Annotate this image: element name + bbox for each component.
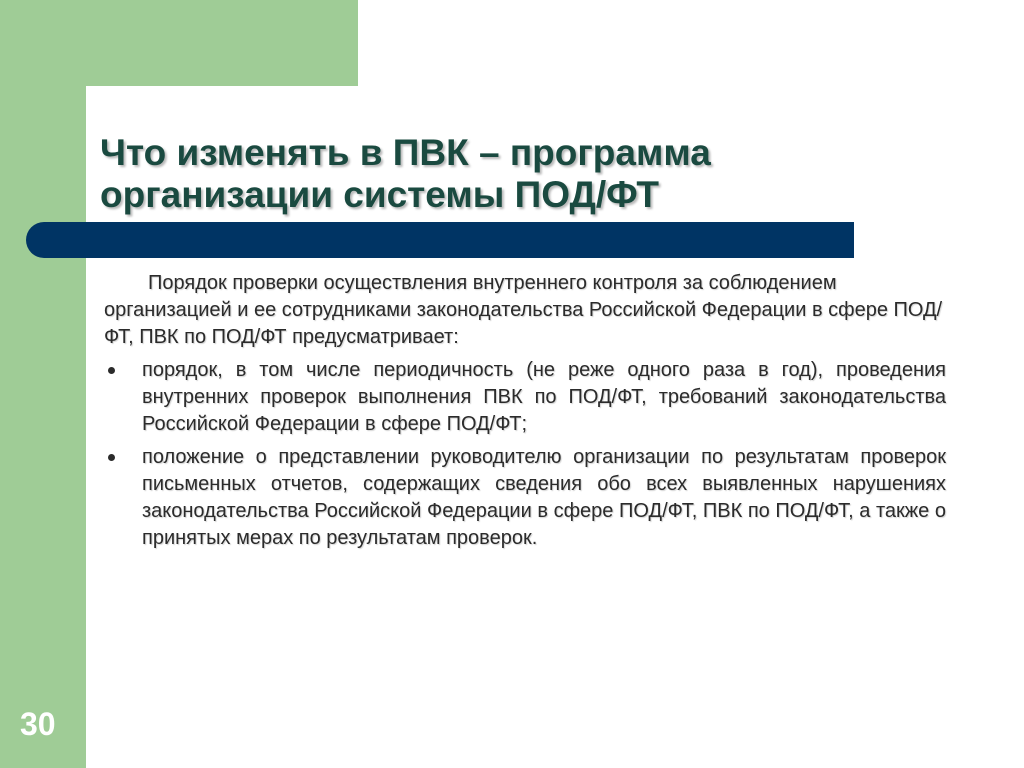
slide-title bbox=[100, 132, 860, 216]
bullet-dot-icon bbox=[108, 367, 115, 374]
bullet-dot-icon bbox=[108, 454, 115, 461]
left-accent-band bbox=[0, 0, 86, 768]
top-accent-band bbox=[0, 0, 358, 86]
bullet-item bbox=[104, 444, 946, 552]
bullet-text: положение о представлении руководителю организации по результатам проверок письменных отчетов, содержащих сведения обо всех выявленных нарушениях законодательства Российской Федерации в сфере ПОД/ФТ, ПВК по ПОД/ФТ, а также о принятых мерах по результатам проверок. bbox=[142, 446, 946, 549]
slide-number: 30 bbox=[20, 706, 56, 742]
slide-title-line-2: организации системы ПОД/ФТ bbox=[100, 174, 659, 215]
bullet-text: порядок, в том числе периодичность (не реже одного раза в год), проведения внутренних проверок выполнения ПВК по ПОД/ФТ, требований законодательства Российской Федерации в сфере ПОД/ФТ; bbox=[142, 359, 946, 435]
intro-paragraph: Порядок проверки осуществления внутреннего контроля за соблюдением организацией и ее сотрудниками законодательства Российской Федерации в сфере ПОД/ФТ, ПВК по ПОД/ФТ предусматривает: bbox=[104, 272, 943, 348]
bullet-list bbox=[104, 357, 946, 552]
title-underline-bar bbox=[26, 222, 854, 258]
slide-title-line-1: Что изменять в ПВК – программа bbox=[100, 132, 711, 173]
slide-body bbox=[104, 270, 946, 558]
bullet-item bbox=[104, 357, 946, 438]
